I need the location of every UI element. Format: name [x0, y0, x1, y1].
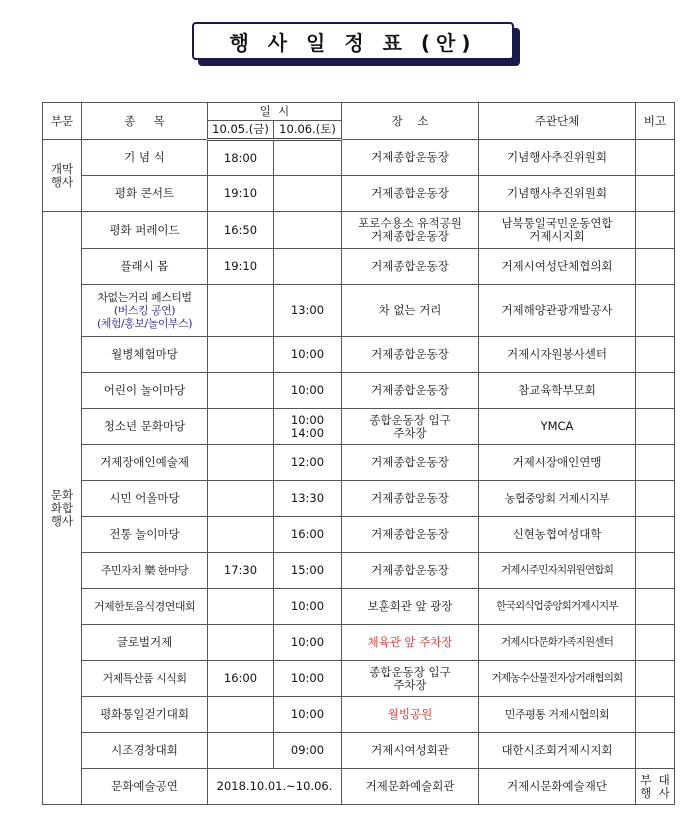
- event-name: 글로벌거제: [116, 635, 173, 649]
- host-cell: [479, 553, 636, 589]
- day2-time-cell: [274, 445, 342, 481]
- host-name: 거제시장애인연맹: [512, 455, 602, 469]
- host-cell: [479, 176, 636, 212]
- host-cell: [479, 769, 636, 805]
- note-cell: [636, 661, 675, 697]
- event-name: 전통 놀이마당: [109, 527, 180, 541]
- header-day1: 10.05.(금): [208, 121, 274, 140]
- place-name: 거제문화예술회관: [365, 779, 455, 793]
- day2-time: 15:00: [290, 563, 325, 577]
- note-cell: [636, 212, 675, 249]
- host-cell: [479, 697, 636, 733]
- note-cell: [636, 517, 675, 553]
- place-cell: [342, 625, 479, 661]
- day1-time-cell: [208, 589, 274, 625]
- place-name: 거제종합운동장: [371, 527, 449, 541]
- host-name: 거제시여성단체협의회: [501, 259, 613, 273]
- day2-time: 09:00: [290, 743, 325, 757]
- event-cell: [82, 212, 208, 249]
- host-name: 기념행사추진위원회: [507, 150, 607, 164]
- day2-time: 13:00: [290, 303, 325, 317]
- header-note: 비고: [636, 103, 675, 140]
- day1-time-cell: [208, 625, 274, 661]
- event-cell: [82, 517, 208, 553]
- event-cell: [82, 373, 208, 409]
- date-span-cell: 2018.10.01.~10.06.: [208, 769, 342, 805]
- place-name: 종합운동장 입구: [369, 664, 451, 679]
- day2-time: 10:00: [290, 412, 325, 427]
- day2-time-cell: [274, 517, 342, 553]
- table-row: [43, 625, 675, 661]
- day1-time-cell: [208, 140, 274, 176]
- table-row: [43, 589, 675, 625]
- host-name: 대한시조회거제시지회: [501, 743, 613, 757]
- note-cell: [636, 409, 675, 445]
- event-cell: [82, 553, 208, 589]
- place-cell: [342, 481, 479, 517]
- place-cell: [342, 212, 479, 249]
- place-cell: [342, 176, 479, 212]
- day1-time-cell: [208, 517, 274, 553]
- header-event: 종 목: [82, 103, 208, 140]
- header-day2: 10.06.(토): [274, 121, 342, 140]
- note-cell: [636, 337, 675, 373]
- header-host: 주관단체: [479, 103, 636, 140]
- table-row: [43, 140, 675, 176]
- day2-time: 10:00: [290, 671, 325, 685]
- place-cell: [342, 553, 479, 589]
- place-name: 보훈회관 앞 광장: [367, 599, 453, 613]
- table-row: [43, 481, 675, 517]
- table-row: [43, 553, 675, 589]
- event-name: 거제한토음식경연대회: [93, 600, 196, 613]
- place-name: 거제종합운동장: [371, 455, 449, 469]
- note-cell: [636, 589, 675, 625]
- place-cell: [342, 337, 479, 373]
- host-name: 거제시다문화가족지원센터: [500, 636, 614, 648]
- table-row: [43, 373, 675, 409]
- host-name: 거제농수산물전자상거래협의회: [491, 672, 623, 684]
- place-name: 거제종합운동장: [371, 491, 449, 505]
- host-cell: [479, 661, 636, 697]
- event-cell: [82, 337, 208, 373]
- note-cell: [636, 625, 675, 661]
- event-name: 차없는거리 페스티벌: [97, 291, 192, 304]
- day2-time-cell: [274, 481, 342, 517]
- table-row: [43, 733, 675, 769]
- host-name: 기념행사추진위원회: [507, 186, 607, 200]
- event-cell: [82, 249, 208, 285]
- event-cell: [82, 445, 208, 481]
- table-row: [43, 176, 675, 212]
- day2-time-cell: [274, 373, 342, 409]
- place-name: 포로수용소 유적공원: [358, 216, 462, 230]
- note-text: 부 대: [640, 772, 670, 787]
- event-name: 거제장애인예술제: [100, 455, 189, 469]
- host-cell: [479, 212, 636, 249]
- host-cell: [479, 337, 636, 373]
- header-datetime: 일 시: [208, 103, 342, 121]
- note-cell: [636, 481, 675, 517]
- table-row: [43, 697, 675, 733]
- table-row: [43, 285, 675, 337]
- host-name: 남북통일국민운동연합: [501, 216, 613, 230]
- host-name: 거제시자원봉사센터: [507, 347, 607, 361]
- day2-time: 12:00: [290, 455, 325, 469]
- schedule-table: [42, 102, 675, 805]
- note-cell: [636, 249, 675, 285]
- day2-time-cell: [274, 176, 342, 212]
- host-name: 민주평통 거제시협의회: [504, 708, 610, 721]
- day1-time: 16:50: [223, 222, 258, 237]
- day1-time-cell: [208, 373, 274, 409]
- place-cell: [342, 517, 479, 553]
- host-name: 거제시지회: [529, 229, 585, 243]
- place-cell: [342, 769, 479, 805]
- event-subtitle: (체험/홍보/놀이부스): [96, 317, 192, 330]
- place-name: 거제종합운동장: [371, 150, 449, 164]
- host-cell: [479, 481, 636, 517]
- table-row: [43, 212, 675, 249]
- host-cell: [479, 249, 636, 285]
- event-subtitle: (버스킹 공연): [113, 304, 176, 317]
- place-name: 거제시여성회관: [371, 743, 449, 757]
- day2-time: 13:30: [290, 491, 325, 505]
- day1-time: 19:10: [223, 259, 258, 273]
- day1-time-cell: [208, 697, 274, 733]
- day2-time: 10:00: [290, 599, 325, 613]
- host-name: 참교육학부모회: [518, 383, 596, 397]
- host-name: 거제시문화예술재단: [507, 779, 607, 793]
- day2-time: 10:00: [290, 635, 325, 649]
- day1-time-cell: [208, 553, 274, 589]
- event-name: 주민자치 樂 한마당: [100, 564, 189, 577]
- place-name: 차 없는 거리: [378, 303, 442, 317]
- note-cell: [636, 733, 675, 769]
- note-cell: [636, 769, 675, 805]
- day1-time: 18:00: [223, 150, 258, 165]
- host-cell: [479, 625, 636, 661]
- place-cell: [342, 249, 479, 285]
- host-cell: [479, 733, 636, 769]
- day2-time-cell: [274, 337, 342, 373]
- day2-time: 16:00: [290, 527, 325, 541]
- place-cell: [342, 589, 479, 625]
- event-name: 시조경창대회: [111, 743, 178, 757]
- host-cell: [479, 517, 636, 553]
- note-cell: [636, 176, 675, 212]
- day2-time: 10:00: [290, 707, 325, 721]
- day1-time: 17:30: [223, 563, 258, 577]
- table-row: [43, 769, 675, 805]
- category-label: 행사: [50, 174, 74, 189]
- category-label: 행사: [50, 513, 74, 528]
- place-cell: [342, 661, 479, 697]
- category-cell: [43, 212, 82, 805]
- day1-time-cell: [208, 212, 274, 249]
- place-name: 거제종합운동장: [371, 186, 449, 200]
- day2-time-cell: [274, 249, 342, 285]
- event-cell: [82, 140, 208, 176]
- place-name: 주차장: [393, 677, 427, 692]
- place-cell: [342, 285, 479, 337]
- header-category: 부문: [43, 103, 82, 140]
- host-cell: [479, 140, 636, 176]
- host-name: 신현농협여성대학: [512, 527, 602, 541]
- day2-time-cell: [274, 589, 342, 625]
- event-name: 플래시 몹: [120, 259, 169, 273]
- note-cell: [636, 373, 675, 409]
- event-cell: [82, 661, 208, 697]
- day1-time-cell: [208, 249, 274, 285]
- host-cell: [479, 589, 636, 625]
- place-name: 주차장: [393, 425, 427, 440]
- note-cell: [636, 553, 675, 589]
- day2-time: 10:00: [290, 347, 325, 361]
- day1-time-cell: [208, 285, 274, 337]
- event-name: 어린이 놀이마당: [103, 383, 186, 397]
- host-name: YMCA: [540, 419, 574, 433]
- event-name: 거제특산품 시식회: [102, 672, 187, 685]
- event-cell: [82, 769, 208, 805]
- host-cell: [479, 409, 636, 445]
- place-name: 거제종합운동장: [371, 347, 449, 361]
- day1-time-cell: [208, 481, 274, 517]
- event-cell: [82, 481, 208, 517]
- place-cell: [342, 409, 479, 445]
- host-name: 거제해양관광개발공사: [501, 303, 613, 317]
- day2-time-cell: [274, 212, 342, 249]
- note-text: 행 사: [640, 785, 670, 800]
- event-name: 월병체험마당: [111, 347, 178, 361]
- event-name: 문화예술공연: [111, 779, 178, 793]
- event-cell: [82, 589, 208, 625]
- day1-time-cell: [208, 733, 274, 769]
- event-cell: [82, 625, 208, 661]
- host-name: 거제시주민자치위원연합회: [500, 564, 614, 576]
- page-title: 행 사 일 정 표 (안): [192, 22, 514, 60]
- day1-time-cell: [208, 445, 274, 481]
- note-cell: [636, 285, 675, 337]
- place-name: 종합운동장 입구: [369, 412, 451, 427]
- day2-time-cell: [274, 661, 342, 697]
- table-row: [43, 249, 675, 285]
- host-name: 한국외식업중앙회거제시지부: [496, 600, 618, 612]
- event-name: 시민 어울마당: [109, 491, 180, 505]
- host-name: 농협중앙회 거제시지부: [504, 492, 610, 505]
- day1-time-cell: [208, 337, 274, 373]
- day2-time: 10:00: [290, 383, 325, 397]
- day1-time-cell: [208, 409, 274, 445]
- table-row: [43, 337, 675, 373]
- place-cell: [342, 373, 479, 409]
- event-cell: [82, 733, 208, 769]
- host-cell: [479, 445, 636, 481]
- table-row: [43, 409, 675, 445]
- day1-time-cell: [208, 661, 274, 697]
- day2-time: 14:00: [290, 425, 325, 440]
- event-name: 청소년 문화마당: [103, 419, 186, 433]
- place-name: 거제종합운동장: [371, 383, 449, 397]
- category-label: 개막: [50, 161, 74, 176]
- day1-time: 19:10: [223, 186, 258, 200]
- place-cell: [342, 697, 479, 733]
- day2-time-cell: [274, 553, 342, 589]
- note-cell: [636, 697, 675, 733]
- host-cell: [479, 285, 636, 337]
- place-name: 거제종합운동장: [371, 229, 449, 243]
- table-row: [43, 517, 675, 553]
- event-name: 평화 퍼레이드: [109, 222, 180, 237]
- category-label: 화합: [50, 500, 74, 515]
- event-name: 평화통일걷기대회: [100, 707, 189, 721]
- place-name: 체육관 앞 주차장: [367, 635, 453, 649]
- category-label: 문화: [50, 487, 74, 502]
- category-cell: [43, 140, 82, 212]
- event-cell: [82, 697, 208, 733]
- place-name: 거제종합운동장: [371, 259, 449, 273]
- day2-time-cell: [274, 733, 342, 769]
- event-name: 기 념 식: [124, 150, 165, 164]
- day2-time-cell: [274, 409, 342, 445]
- day1-time: 16:00: [223, 671, 258, 685]
- note-cell: [636, 445, 675, 481]
- table-row: [43, 445, 675, 481]
- event-cell: [82, 409, 208, 445]
- day2-time-cell: [274, 140, 342, 176]
- event-cell: [82, 285, 208, 337]
- day1-time-cell: [208, 176, 274, 212]
- place-name: 거제종합운동장: [371, 563, 449, 577]
- day2-time-cell: [274, 697, 342, 733]
- place-name: 월빙공원: [387, 707, 433, 721]
- place-cell: [342, 733, 479, 769]
- event-name: 평화 콘서트: [114, 186, 175, 200]
- table-row: [43, 661, 675, 697]
- event-cell: [82, 176, 208, 212]
- place-cell: [342, 445, 479, 481]
- place-cell: [342, 140, 479, 176]
- note-cell: [636, 140, 675, 176]
- header-place: 장 소: [342, 103, 479, 140]
- day2-time-cell: [274, 625, 342, 661]
- host-cell: [479, 373, 636, 409]
- day2-time-cell: [274, 285, 342, 337]
